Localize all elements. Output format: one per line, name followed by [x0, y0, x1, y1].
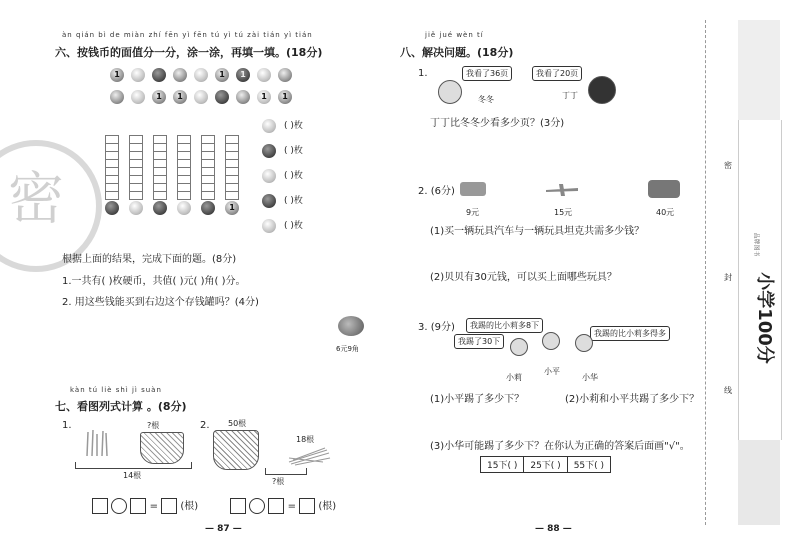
piggy-bank-icon [338, 316, 364, 336]
coin-count-row [262, 193, 303, 208]
q3-head: 3. (9分) [418, 322, 455, 333]
count-blank[interactable]: ( ) [284, 171, 294, 181]
xiaoping-figure [542, 332, 560, 350]
sec8-title: 八、解决问题。(18分) [400, 46, 514, 59]
equals-sign: = [287, 501, 296, 512]
coin [152, 68, 166, 82]
bubble-xiaohua: 我踢的比小莉多得多 [590, 326, 670, 341]
question-1: 1.一共有( )枚硬币，共值( )元( )角( )分。 [62, 276, 246, 287]
seal-label-1: 密 [724, 161, 732, 170]
seal-label-2: 封 [724, 273, 732, 282]
unit-label: (根) [318, 501, 337, 512]
picture-2-number: 2. [200, 420, 210, 431]
sec7-pinyin: kàn tú liè shì jì suàn [70, 386, 162, 394]
coin [173, 68, 187, 82]
coin: 1 [278, 90, 292, 104]
sec6-title: 六、按钱币的面值分一分，涂一涂，再填一填。(18分) [55, 46, 323, 59]
count-unit: 枚 [293, 146, 303, 156]
count-unit: 枚 [293, 121, 303, 131]
sticks-bundle-icon [82, 428, 112, 458]
coin: 1 [173, 90, 187, 104]
coin-icon [262, 144, 276, 158]
coin [257, 68, 271, 82]
name-xiaoli: 小莉 [506, 373, 522, 382]
unit-label: (根) [180, 501, 199, 512]
q2-sub2: (2)贝贝有30元钱，可以买上面哪些玩具？ [430, 272, 617, 283]
margin-logo: 品牌图书 [752, 232, 760, 257]
price-car: 9元 [466, 208, 480, 217]
dongdong-figure [438, 80, 462, 104]
q2-head: 2. (6分) [418, 186, 455, 197]
bar-cell[interactable] [105, 191, 119, 200]
count-blank[interactable]: ( ) [284, 196, 294, 206]
sec7-title: 七、看图列式计算 。(8分) [55, 400, 187, 413]
coin-icon [262, 169, 276, 183]
bar-cell[interactable] [177, 191, 191, 200]
margin-strip-top [738, 20, 780, 120]
count-blank[interactable]: ( ) [284, 121, 294, 131]
coin-count-row [262, 118, 303, 133]
coin: 1 [257, 90, 271, 104]
option-15[interactable]: 15下( ) [481, 457, 524, 472]
page-number-left: — 87 — [205, 524, 242, 534]
picture-2-question: ?根 [272, 477, 285, 486]
option-55[interactable]: 55下( ) [573, 461, 605, 471]
sec6-pinyin: àn qián bì de miàn zhí fēn yì fēn tú yì tú zài tián yì tián [62, 31, 313, 39]
bubble-dongdong: 我看了36页 [462, 66, 512, 81]
equals-sign: = [149, 501, 158, 512]
coin [215, 90, 229, 104]
coin-count-row [262, 168, 303, 183]
coin [194, 90, 208, 104]
coin: 1 [236, 68, 250, 82]
equation-1[interactable] [92, 497, 198, 514]
coin-bar-chart [105, 135, 245, 215]
name-xiaohua: 小华 [582, 373, 598, 382]
bar-cell[interactable] [153, 191, 167, 200]
bubble-xiaoli: 我踢了30下 [454, 334, 504, 349]
picture-2-right: 18根 [296, 435, 315, 444]
question-2: 2. 用这些钱能买到右边这个存钱罐吗？(4分) [62, 297, 259, 308]
coin-count-row [262, 143, 303, 158]
coin: 1 [215, 68, 229, 82]
coin-icon [262, 219, 276, 233]
coin [110, 90, 124, 104]
toy-tank-icon [648, 180, 680, 198]
basket-2-icon [213, 430, 259, 470]
equation-2[interactable] [230, 497, 336, 514]
price-tank: 40元 [656, 208, 675, 217]
answer-options [480, 456, 611, 473]
name-xiaoping: 小平 [544, 367, 560, 376]
name-dongdong: 冬冬 [478, 95, 494, 104]
count-unit: 枚 [293, 196, 303, 206]
coin [236, 90, 250, 104]
q1-number: 1. [418, 68, 428, 79]
brand-title: 小学100分 [753, 272, 775, 364]
toy-car-icon [460, 182, 486, 196]
q3-sub3: (3)小华可能踢了多少下？在你认为正确的答案后面画"√"。 [430, 441, 690, 452]
bubble-xiaoping: 我踢的比小莉多8下 [466, 318, 543, 333]
price-plane: 15元 [554, 208, 573, 217]
margin-strip-bottom [738, 440, 780, 525]
q3-sub1: (1)小平踢了多少下？ [430, 394, 525, 405]
coin [278, 68, 292, 82]
coin [194, 68, 208, 82]
bar-base-coin [129, 201, 143, 215]
coin: 1 [110, 68, 124, 82]
total-brace-1 [75, 462, 192, 469]
bar-cell[interactable] [201, 191, 215, 200]
picture-1-number: 1. [62, 420, 72, 431]
instruction-text: 根据上面的结果，完成下面的题。(8分) [62, 254, 237, 265]
seal-label-3: 线 [724, 386, 732, 395]
picture-1-question: ?根 [147, 421, 160, 430]
bar-cell[interactable] [129, 191, 143, 200]
basket-1-icon [140, 432, 184, 464]
q2-sub1: (1)买一辆玩具汽车与一辆玩具坦克共需多少钱？ [430, 226, 645, 237]
count-blank[interactable]: ( ) [284, 146, 294, 156]
count-unit: 枚 [293, 221, 303, 231]
top-coin-grid [110, 68, 310, 108]
bar-base-coin [177, 201, 191, 215]
page-number-right: — 88 — [535, 524, 572, 534]
coin: 1 [152, 90, 166, 104]
bar-base-coin [105, 201, 119, 215]
confidential-stamp: 密 [0, 140, 102, 272]
bar-base-coin: 1 [225, 201, 239, 215]
coin [131, 68, 145, 82]
toy-plane-icon [545, 182, 579, 196]
total-brace-2 [265, 468, 307, 475]
bar-cell[interactable] [225, 191, 239, 200]
bubble-dingding: 我看了20页 [532, 66, 582, 81]
coin-icon [262, 194, 276, 208]
count-unit: 枚 [293, 171, 303, 181]
picture-2-top: 50根 [228, 419, 247, 428]
sec8-pinyin: jiě jué wèn tí [425, 31, 484, 39]
xiaohua-figure [575, 334, 593, 352]
sticks-pile-icon [287, 446, 331, 466]
seal-line [705, 20, 707, 525]
picture-1-total: 14根 [123, 471, 142, 480]
name-dingding: 丁丁 [562, 91, 578, 100]
coin [131, 90, 145, 104]
bar-base-coin [201, 201, 215, 215]
option-25[interactable]: 25下( ) [524, 457, 567, 472]
xiaoli-figure [510, 338, 528, 356]
count-blank[interactable]: ( ) [284, 221, 294, 231]
coin-icon [262, 119, 276, 133]
piggy-price: 6元9角 [336, 345, 359, 353]
q3-sub2: (2)小莉和小平共踢了多少下？ [565, 394, 700, 405]
bar-base-coin [153, 201, 167, 215]
dingding-figure [588, 76, 616, 104]
coin-count-list [262, 118, 342, 243]
q1-question: 丁丁比冬冬少看多少页？(3分) [430, 118, 565, 129]
coin-count-row [262, 218, 303, 233]
